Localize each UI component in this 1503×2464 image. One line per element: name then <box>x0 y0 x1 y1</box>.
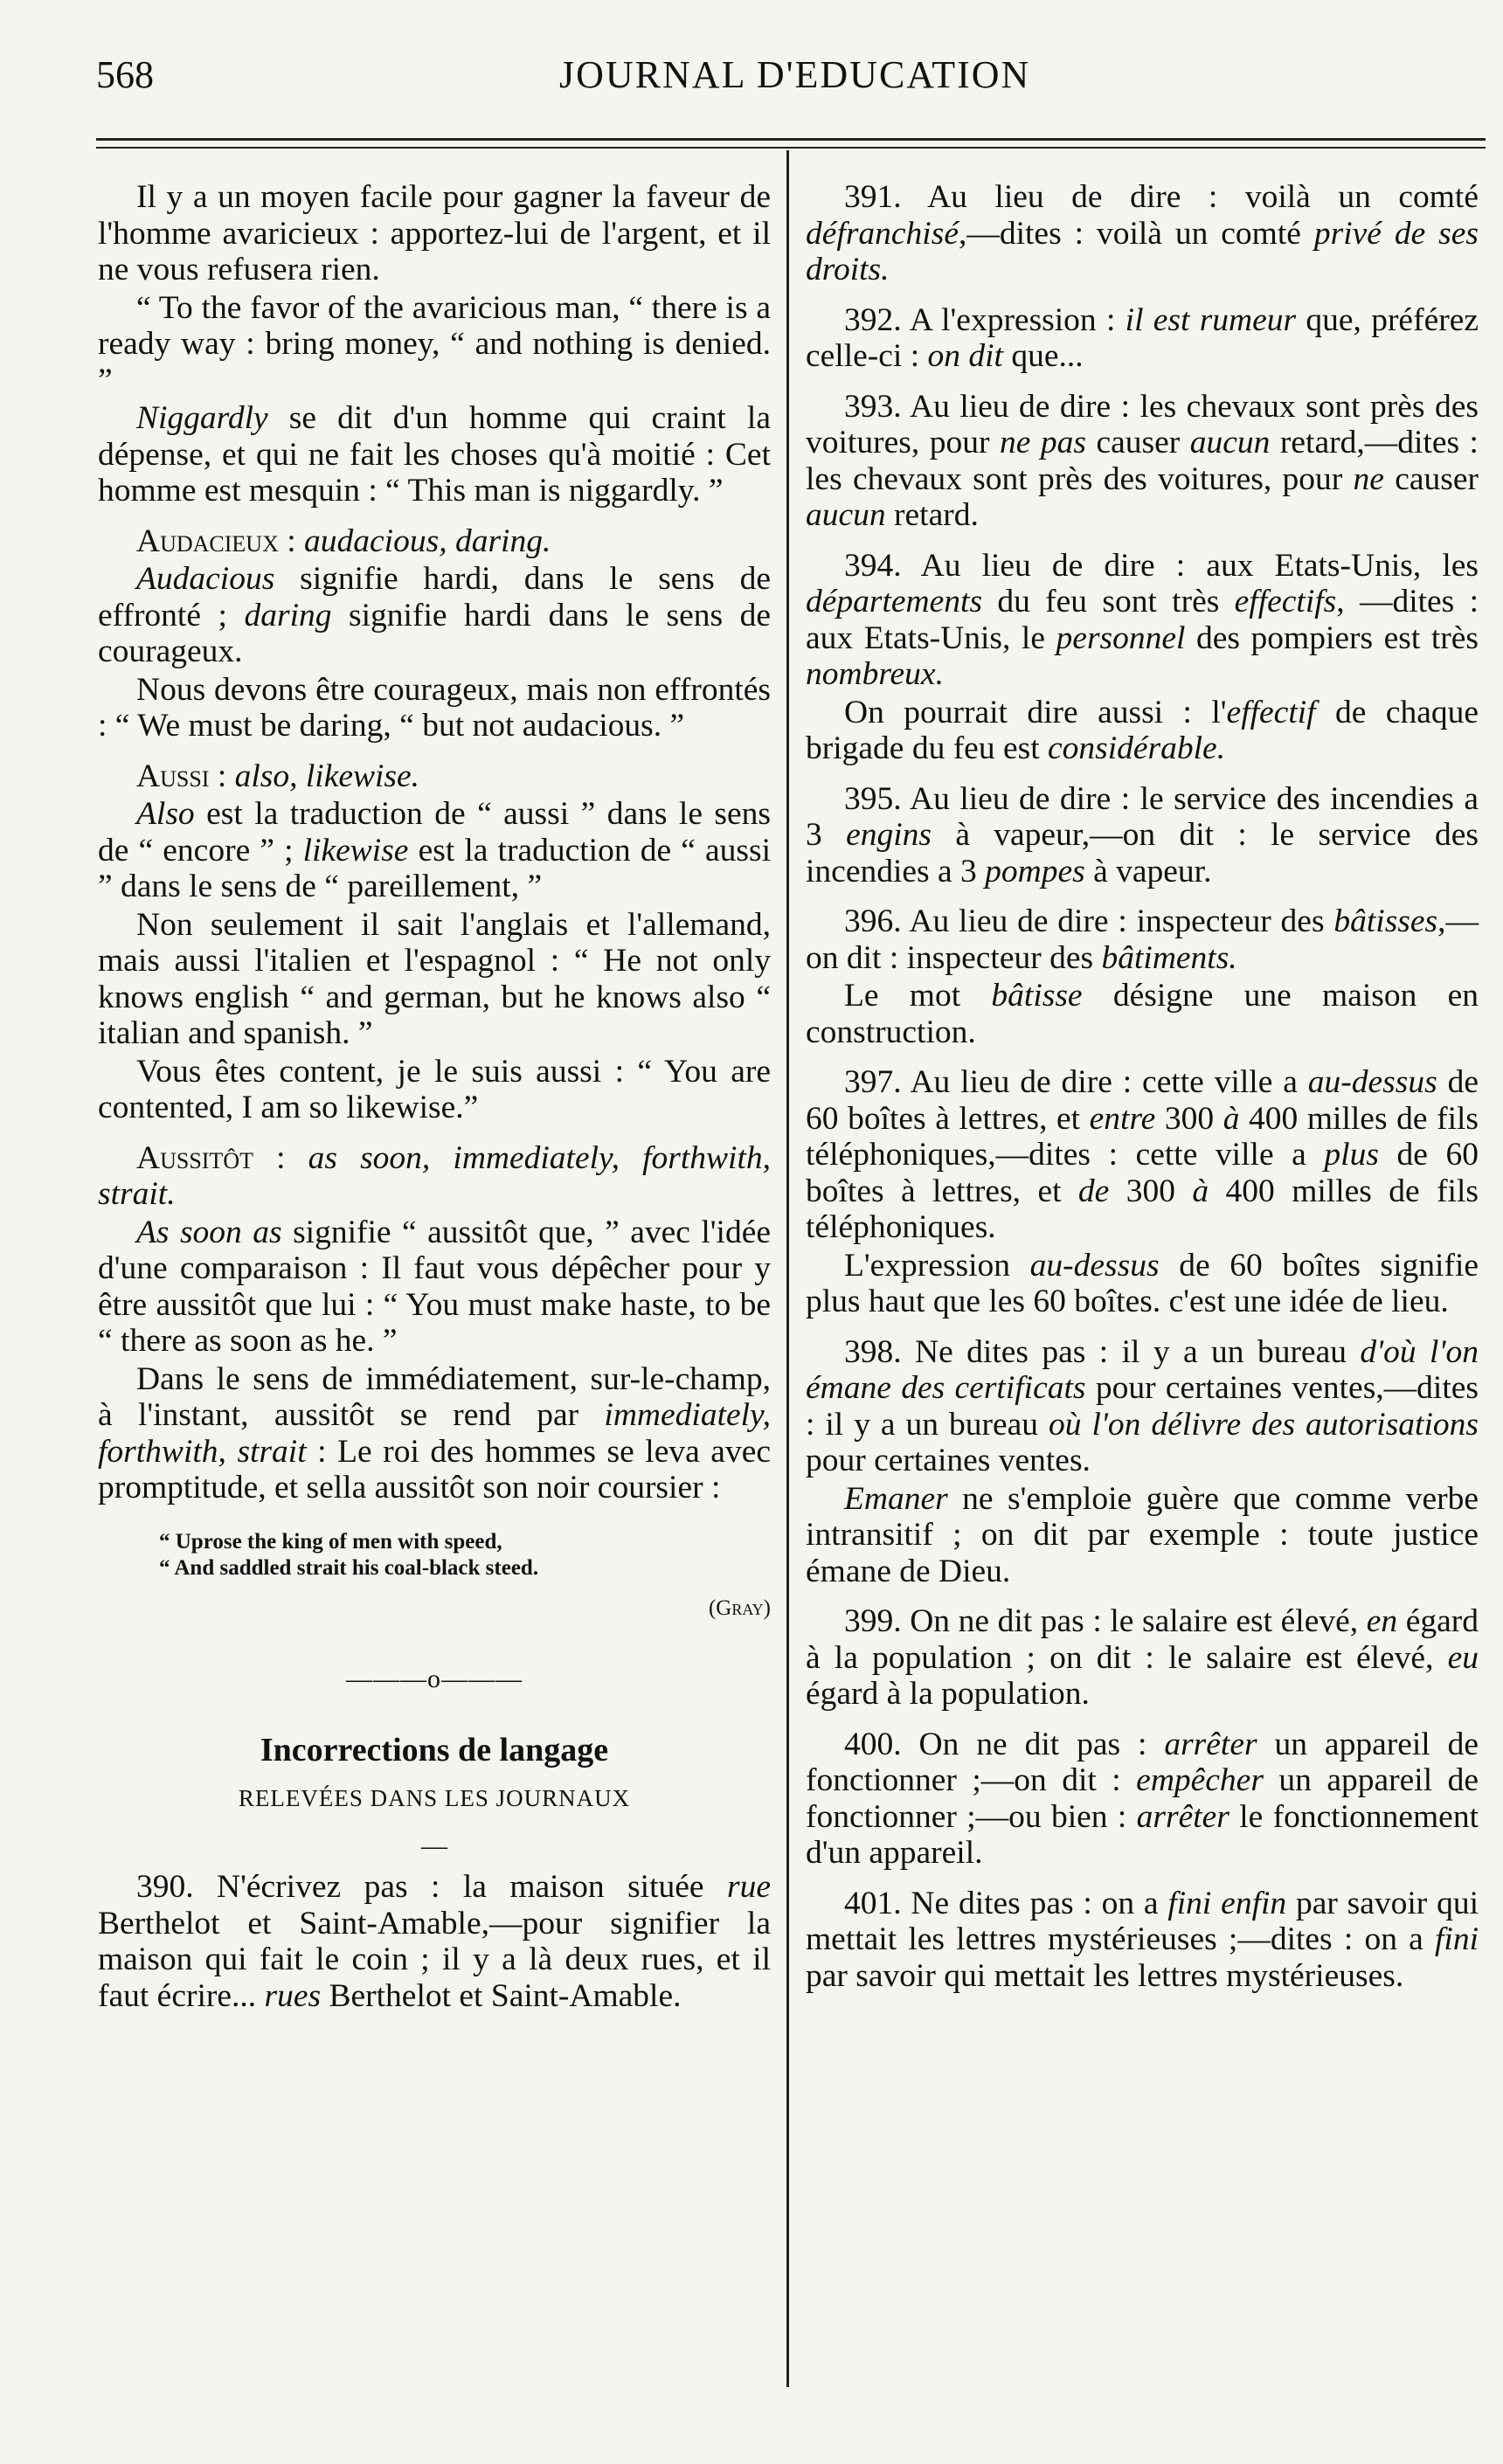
paragraph: Also est la traduction de “ aussi ” dans le sens de “ encore ” ; likewise est la traduction de “ aussi ” dans le sens de “ pareillement, ” <box>98 796 771 904</box>
entry-heading: Aussi : also, likewise. <box>136 758 420 794</box>
page-number: 568 <box>96 53 154 96</box>
paragraph: Audacious signifie hardi, dans le sens de effronté ; daring signifie hardi dans le sens de courageux. <box>98 561 771 669</box>
entry-395: 395. Au lieu de dire : le service des incendies a 3 engins à vapeur,—on dit : le service des incendies a 3 pompes à vapeur. <box>806 780 1479 889</box>
poem-line: “ And saddled strait his coal-black steed. <box>159 1555 539 1580</box>
entry-396: 396. Au lieu de dire : inspecteur des bâtisses,—on dit : inspecteur des bâtiments. <box>806 903 1479 976</box>
right-column <box>806 179 1479 1996</box>
entry-393: 393. Au lieu de dire : les chevaux sont près des voitures, pour ne pas causer aucun retard,—dites : les chevaux sont près des voitures, pour ne causer aucun retard. <box>806 388 1479 533</box>
poem-quote <box>159 1529 771 1582</box>
entry-400: 400. On ne dit pas : arrêter un appareil de fonctionner ;—on dit : empêcher un appareil de fonctionner ;—ou bien : arrêter le fonctionnement d'un appareil. <box>806 1726 1479 1871</box>
entry-399: 399. On ne dit pas : le salaire est élevé, en égard à la population ; on dit : le salaire est élevé, eu égard à la population. <box>806 1603 1479 1712</box>
paragraph: Emaner ne s'emploie guère que comme verbe intransitif ; on dit par exemple : toute justice émane de Dieu. <box>806 1480 1479 1589</box>
paragraph: Niggardly se dit d'un homme qui craint la dépense, et qui ne fait les choses qu'à moitié : Cet homme est mesquin : “ This man is niggardly. ” <box>98 400 771 509</box>
section-dash: — <box>421 1831 447 1860</box>
paragraph: As soon as signifie “ aussitôt que, ” avec l'idée d'une comparaison : Il faut vous dépêcher pour y être aussitôt que lui : “ You must make haste, to be “ there as soon as he. ” <box>98 1214 771 1359</box>
paragraph: Nous devons être courageux, mais non effrontés : “ We must be daring, “ but not audacious. ” <box>98 671 771 744</box>
paragraph: “ To the favor of the avaricious man, “ there is a ready way : bring money, “ and nothing is denied. ” <box>98 289 771 398</box>
paragraph: Le mot bâtisse désigne une maison en construction. <box>806 978 1479 1050</box>
entry-390: 390. N'écrivez pas : la maison située rue Berthelot et Saint-Amable,—pour signifier la maison qui fait le coin ; il y a là deux rues, et il faut écrire... rues Berthelot et Saint-Amable. <box>98 1869 771 2014</box>
paragraph: L'expression au-dessus de 60 boîtes signifie plus haut que les 60 boîtes. c'est une idée de lieu. <box>806 1247 1479 1319</box>
section-subtitle: RELEVÉES DANS LES JOURNAUX <box>238 1785 631 1811</box>
paragraph: Vous êtes content, je le suis aussi : “ You are contented, I am so likewise.” <box>98 1053 771 1125</box>
entry-401: 401. Ne dites pas : on a fini enfin par savoir qui mettait les lettres mystérieuses ;—dites : on a fini par savoir qui mettait les lettres mystérieuses. <box>806 1885 1479 1994</box>
entry-397: 397. Au lieu de dire : cette ville a au-dessus de 60 boîtes à lettres, et entre 300 à 400 milles de fils téléphoniques,—dites : cette ville a plus de 60 boîtes à lettres, et de 300 à 400 milles de fils téléphoniques. <box>806 1064 1479 1245</box>
left-column <box>98 179 771 2016</box>
paragraph: On pourrait dire aussi : l'effectif de chaque brigade du feu est considérable. <box>806 694 1479 766</box>
entry-heading: Aussitôt : as soon, immediately, forthwith, strait. <box>98 1139 771 1212</box>
entry-heading: Audacieux : audacious, daring. <box>136 523 551 559</box>
entry-398: 398. Ne dites pas : il y a un bureau d'où l'on émane des certificats pour certaines ventes,—dites : il y a un bureau où l'on délivre des autorisations pour certaines ventes. <box>806 1333 1479 1478</box>
entry-392: 392. A l'expression : il est rumeur que, préférez celle-ci : on dit que... <box>806 301 1479 374</box>
section-divider: ———o——— <box>346 1665 523 1693</box>
journal-title: JOURNAL D'EDUCATION <box>559 53 1031 96</box>
paragraph: Non seulement il sait l'anglais et l'allemand, mais aussi l'italien et l'espagnol : “ He not only knows english “ and german, but he knows also “ italian and spanish. ” <box>98 906 771 1051</box>
poem-author: (Gray) <box>708 1595 771 1620</box>
paragraph: Dans le sens de immédiatement, sur-le-champ, à l'instant, aussitôt se rend par immediately, forthwith, strait : Le roi des hommes se leva avec promptitude, et sella aussitôt son noir coursier : <box>98 1360 771 1505</box>
section-title: Incorrections de langage <box>260 1731 609 1768</box>
paragraph: Il y a un moyen facile pour gagner la faveur de l'homme avaricieux : apportez-lui de l'argent, et il ne vous refusera rien. <box>98 179 771 287</box>
column-divider <box>786 150 789 2387</box>
poem-line: “ Uprose the king of men with speed, <box>159 1529 502 1554</box>
page-header <box>96 52 1494 114</box>
italic-term: Niggardly <box>136 400 268 436</box>
header-rule-bottom <box>96 147 1486 149</box>
entry-391: 391. Au lieu de dire : voilà un comté défranchisé,—dites : voilà un comté privé de ses droits. <box>806 179 1479 287</box>
entry-394: 394. Au lieu de dire : aux Etats-Unis, les départements du feu sont très effectifs, —dites : aux Etats-Unis, le personnel des pompiers est très nombreux. <box>806 547 1479 692</box>
header-rule-top <box>96 138 1486 141</box>
